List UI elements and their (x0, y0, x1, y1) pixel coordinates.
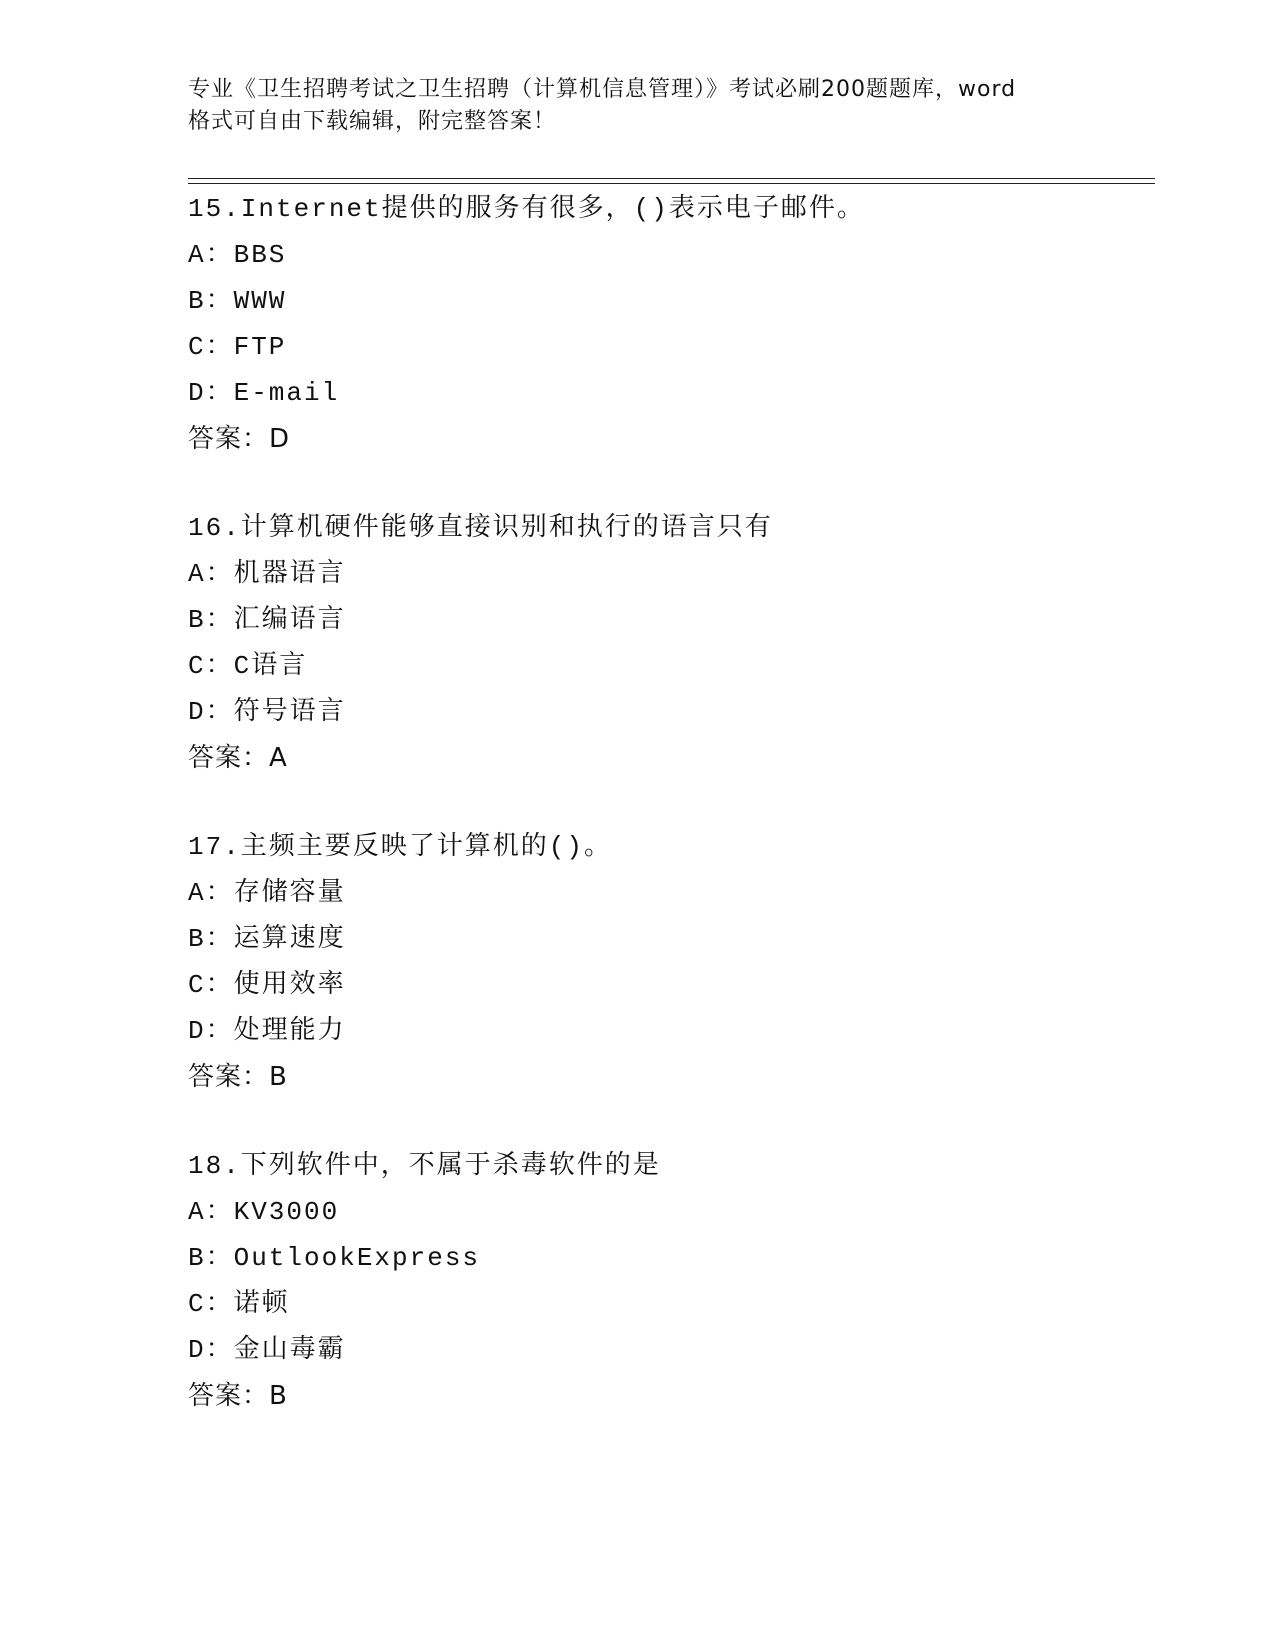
question-title: 18.下列软件中，不属于杀毒软件的是 (188, 1151, 661, 1181)
option-a: A：存储容量 (188, 878, 346, 908)
answer: 答案：A (188, 743, 288, 773)
document-header (188, 74, 1088, 138)
option-b: B：OutlookExpress (188, 1243, 481, 1273)
option-c: C：FTP (188, 332, 287, 362)
question-title: 17.主频主要反映了计算机的()。 (188, 832, 613, 862)
header-divider-top (188, 178, 1155, 179)
option-b: B：运算速度 (188, 924, 346, 954)
option-a: A：KV3000 (188, 1197, 340, 1227)
option-c: C：C语言 (188, 651, 308, 681)
option-b: B：汇编语言 (188, 605, 346, 635)
header-line-2: 格式可自由下载编辑，附完整答案！ (188, 109, 557, 134)
question-18 (188, 1143, 1148, 1419)
option-d: D：符号语言 (188, 697, 346, 727)
question-16 (188, 505, 1148, 781)
header-divider-bottom (188, 183, 1155, 184)
option-c: C：使用效率 (188, 970, 346, 1000)
header-line-1: 专业《卫生招聘考试之卫生招聘（计算机信息管理）》考试必刷200题题库，word (188, 77, 1017, 102)
option-c: C：诺顿 (188, 1289, 290, 1319)
question-15 (188, 186, 1148, 462)
option-a: A：BBS (188, 240, 287, 270)
question-17 (188, 824, 1148, 1100)
question-title: 15.Internet提供的服务有很多，()表示电子邮件。 (188, 194, 865, 224)
option-a: A：机器语言 (188, 559, 346, 589)
option-d: D：处理能力 (188, 1016, 346, 1046)
answer: 答案：D (188, 424, 291, 454)
answer: 答案：B (188, 1062, 288, 1092)
option-d: D：金山毒霸 (188, 1335, 346, 1365)
question-title: 16.计算机硬件能够直接识别和执行的语言只有 (188, 513, 773, 543)
answer: 答案：B (188, 1381, 288, 1411)
option-d: D：E-mail (188, 378, 340, 408)
option-b: B：WWW (188, 286, 287, 316)
